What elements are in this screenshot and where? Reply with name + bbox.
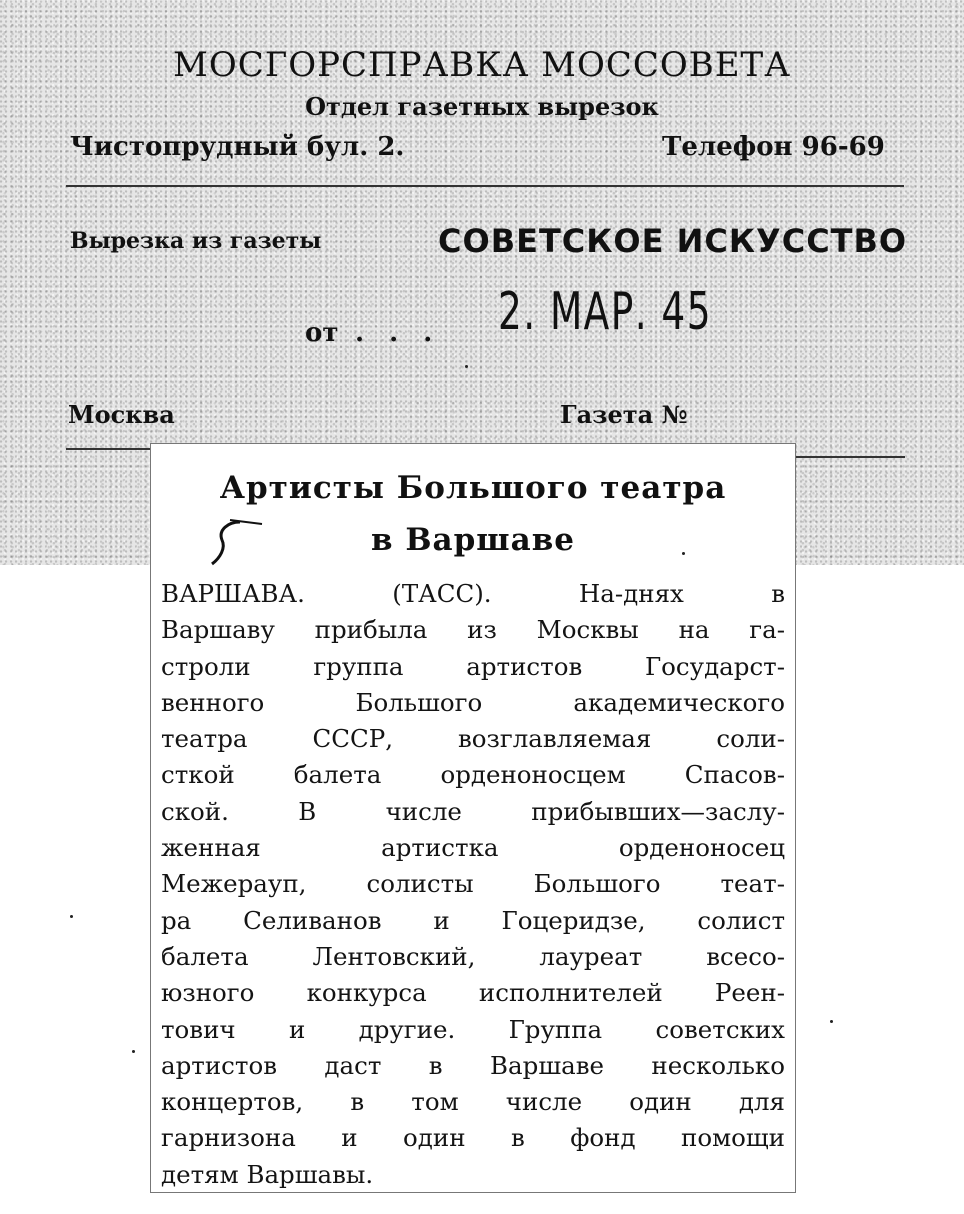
article-line: концертов, в том числе один для xyxy=(161,1087,785,1117)
article-line: ВАРШАВА. (ТАСС). На-днях в xyxy=(161,579,785,608)
article-line: строли группа артистов Государст- xyxy=(161,651,785,681)
article-line: юзного конкурса исполнителей Реен- xyxy=(161,978,785,1008)
article-line: сткой балета орденоносцем Спасов- xyxy=(161,760,785,790)
date-dots: . . . xyxy=(355,318,441,348)
article-line: балета Лентовский, лауреат всесо- xyxy=(161,941,785,971)
ink-speck xyxy=(682,552,685,555)
article-line: гарнизона и один в фонд помощи xyxy=(161,1123,785,1153)
date-stamp: 2. МАР. 45 xyxy=(498,282,712,342)
ink-speck xyxy=(465,365,468,368)
article-line: венного Большого академического xyxy=(161,687,785,717)
ink-speck xyxy=(70,915,73,918)
issue-number-label: Газета № xyxy=(560,400,688,429)
agency-phone: Телефон 96-69 xyxy=(662,132,885,162)
article-line: детям Варшавы. xyxy=(161,1159,374,1189)
article-line: ской. В числе прибывших—заслу- xyxy=(161,796,785,826)
agency-title: МОСГОРСПРАВКА МОССОВЕТА xyxy=(173,45,791,85)
article-body xyxy=(161,576,785,1193)
article-line: ра Селиванов и Гоцеридзе, солист xyxy=(161,905,785,935)
city-label: Москва xyxy=(68,400,175,429)
newspaper-name: СОВЕТСКОЕ ИСКУССТВО xyxy=(438,222,908,260)
department-name: Отдел газетных вырезок xyxy=(305,92,659,121)
article-line: Межерауп, солисты Большого теат- xyxy=(161,869,785,899)
article-line: тович и другие. Группа советских xyxy=(161,1014,785,1044)
article-line: театра СССР, возглавляемая соли- xyxy=(161,724,785,754)
clipping-source-label: Вырезка из газеты xyxy=(70,228,322,254)
footer-divider-left xyxy=(66,448,152,450)
ink-speck xyxy=(132,1050,135,1053)
headline-line-2: в Варшаве xyxy=(371,522,575,558)
article-line: Варшаву прибыла из Москвы на га- xyxy=(161,615,785,645)
date-from-label: от xyxy=(305,318,339,348)
agency-address: Чистопрудный бул. 2. xyxy=(70,132,405,162)
ink-speck xyxy=(830,1020,833,1023)
headline-line-1: Артисты Большого театра xyxy=(219,470,727,506)
pencil-mark-icon xyxy=(200,508,270,578)
article-line: артистов даст в Варшаве несколько xyxy=(161,1050,785,1080)
footer-divider-right xyxy=(795,456,905,458)
article-line: женная артистка орденоносец xyxy=(161,833,785,863)
header-divider xyxy=(66,185,904,187)
